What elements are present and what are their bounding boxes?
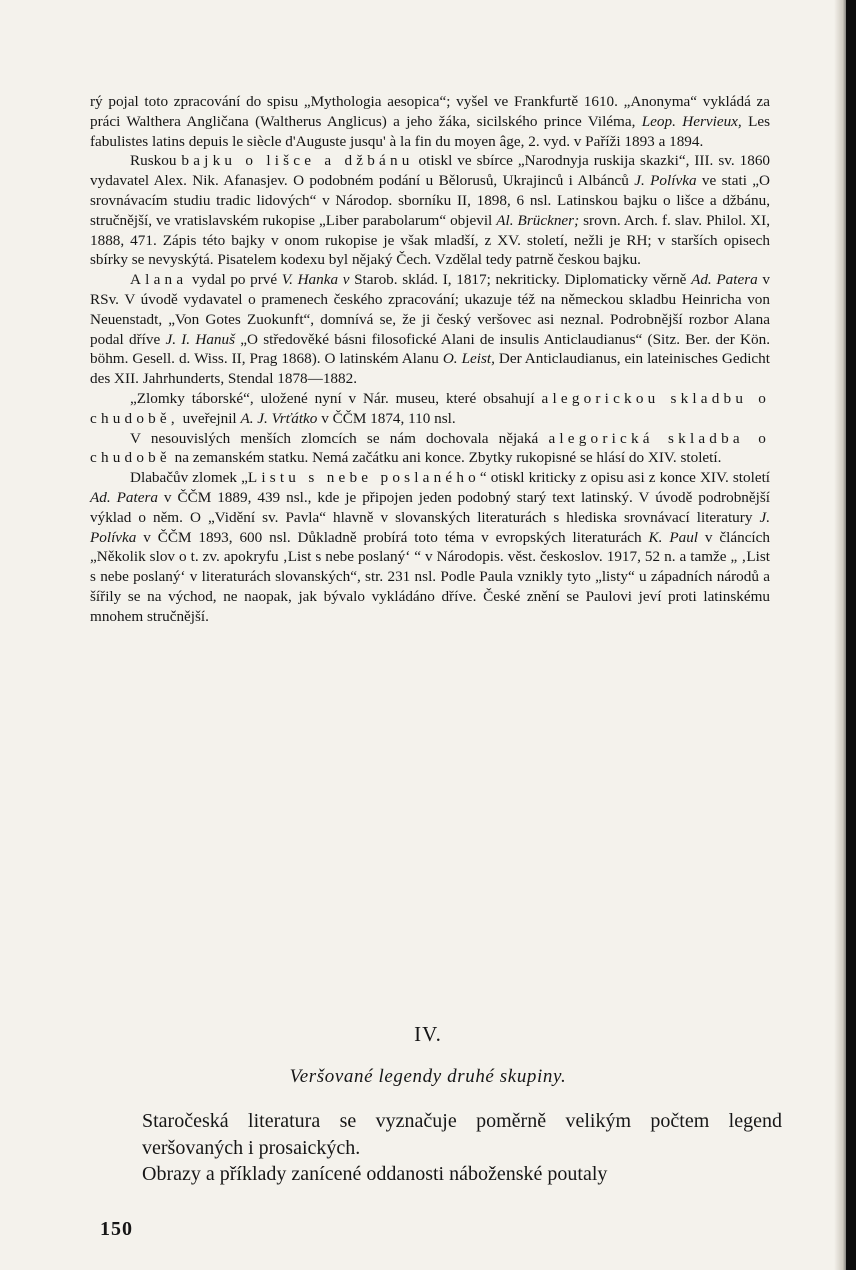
- text-run: v ČČM 1893, 600 nsl. Důkladně probírá toto téma v evropských literaturách: [136, 528, 649, 546]
- paragraph-list-s-nebe: [90, 468, 770, 626]
- text-run: Dlabačův zlomek „: [130, 469, 248, 487]
- text-run: „Zlomky táborské“, uložené nyní v Nár. museu, které obsahují: [130, 389, 542, 407]
- text-run: V nesouvislých menších zlomcích se nám dochovala nějaká: [130, 429, 549, 447]
- spaced-emphasis: Listu s nebe poslaného: [247, 469, 480, 487]
- text-run: „O středověké básni filosofické Alani de insulis Anticlaudianus“ (Sitz. Ber. der Kön. böhm. Gesell. d. Wiss. II, Prag 1868). O latinském Alanu: [90, 330, 770, 368]
- main-body-text: [142, 1108, 782, 1188]
- text-run: “ otiskl kriticky z opisu asi z konce XIV. století: [479, 469, 771, 487]
- italic-citation: V. Hanka v: [281, 271, 350, 289]
- text-run: ve stati „O srovnávacím studiu tradic lidových“ v Národop. sborníku II, 1898, 6 nsl. Latinskou bajku o lišce a džbánu, stručnější, ve vratislavském rukopise „Liber parabolarum“ objevil: [90, 172, 770, 229]
- paragraph-alan: [90, 270, 770, 389]
- paragraph-ruska-bajka: [90, 151, 770, 270]
- text-run: vydal po prvé: [187, 271, 282, 289]
- text-run: na zemanském statku. Nemá začátku ani konce. Zbytky rukopisné se hlásí do XIV. století.: [170, 449, 722, 467]
- paragraph-mythologia: [90, 92, 770, 151]
- italic-citation: J. Polívka: [90, 508, 770, 546]
- spaced-emphasis: bajku o lišce a džbánu: [181, 152, 414, 170]
- text-run: otiskl ve sbírce „Narodnyja ruskija skazki“, III. sv. 1860 vydavatel Alex. Nik. Afanasjev. O podobném podání u Bělorusů, Ukrajinců i Albánců: [90, 152, 771, 190]
- text-run: Les fabulistes latins depuis le siècle d'Auguste jusqu' à la fin du moyen âge, 2. vyd. v Paříži 1893 a 1894.: [90, 112, 770, 150]
- italic-citation: K. Paul: [648, 528, 699, 546]
- text-run: uveřejnil: [178, 409, 241, 427]
- text-run: Der Anticlaudianus, ein lateinisches Gedicht des XII. Jahrhunderts, Stendal 1878—1882.: [90, 350, 770, 388]
- section-number: IV.: [414, 1022, 442, 1046]
- text-run: v ČČM 1889, 439 nsl., kde je připojen jeden podobný starý text latinský. V úvodě podrobnější výklad o něm. O „Vidění sv. Pavla“ hlavně v slovanských literaturách s hlediska srovnávací literatury: [90, 488, 770, 526]
- text-run: Starob. sklád. I, 1817; nekriticky. Diplomaticky věrně: [349, 271, 692, 289]
- spaced-emphasis: alegorická skladba o chudobě: [90, 429, 770, 467]
- italic-citation: A. J. Vrťátko: [240, 409, 318, 427]
- italic-citation: Leop. Hervieux,: [641, 112, 742, 130]
- italic-citation: Ad. Patera: [90, 488, 158, 506]
- spaced-emphasis: alegorickou skladbu o chudobě,: [90, 389, 770, 427]
- footnote-text-block: [90, 92, 770, 627]
- section-title: Veršované legendy druhé skupiny.: [289, 1066, 567, 1087]
- text-run: srovn. Arch. f. slav. Philol. XI, 1888, 471. Zápis této bajky v onom rukopise je však mladší, z XV. století, nežli je RH; v starších opisech sbírky se nevyskýtá. Pisatelem kodexu byl nějaký Čech. Vzdělal tedy patrně českou bajku.: [90, 211, 771, 269]
- italic-citation: Ad. Patera: [691, 271, 758, 289]
- italic-citation: Al. Brückner;: [496, 211, 580, 229]
- paragraph-zlomky-taborske: [90, 389, 770, 429]
- text-run: v článcích „Několik slov o t. zv. apokryfu ‚List s nebe poslaný‘ “ v Národopis. věst. českoslov. 1917, 52 n. a tamže „ ‚List s nebe poslaný‘ v literaturách slovanských“, str. 231 nsl. Podle Paula vznikly tyto „listy“ u západních národů a šířily se na východ, ne naopak, jak bývalo vykládáno dříve. České znění se Paulovi jeví proti latinskému mnohem stručnější.: [90, 528, 770, 625]
- text-run: v RSv. V úvodě vydavatel o pramenech českého zpracování; ukazuje též na německou skladbu Heinricha von Neuenstadt, „Von Gotes Zuokunft“, domnívá se, že ji český veršovec asi neznal. Podrobnější rozbor Alana podal dříve: [90, 271, 770, 348]
- italic-citation: J. Polívka: [634, 172, 697, 190]
- italic-citation: O. Leist,: [442, 350, 495, 368]
- paragraph-staroceska-literatura: Staročeská literatura se vyznačuje poměrně velikým počtem legend veršovaných i prosaických.: [142, 1110, 782, 1159]
- text-run: Ruskou: [130, 152, 182, 170]
- italic-citation: J. I. Hanuš: [165, 330, 236, 348]
- text-run: v ČČM 1874, 110 nsl.: [317, 409, 456, 427]
- text-run: rý pojal toto zpracování do spisu „Mythologia aesopica“; vyšel ve Frankfurtě 1610. „Anonyma“ vykládá za práci Walthera Angličana (Waltherus Anglicus) a jeho žáka, sicilského prince Viléma,: [90, 93, 770, 130]
- paragraph-obrazy-a-priklady: Obrazy a příklady zanícené oddanosti náboženské poutaly: [142, 1163, 608, 1185]
- paragraph-alegoricka-skladba: [90, 429, 770, 469]
- spaced-emphasis: Alana: [130, 271, 188, 289]
- page-number: 150: [100, 1218, 133, 1240]
